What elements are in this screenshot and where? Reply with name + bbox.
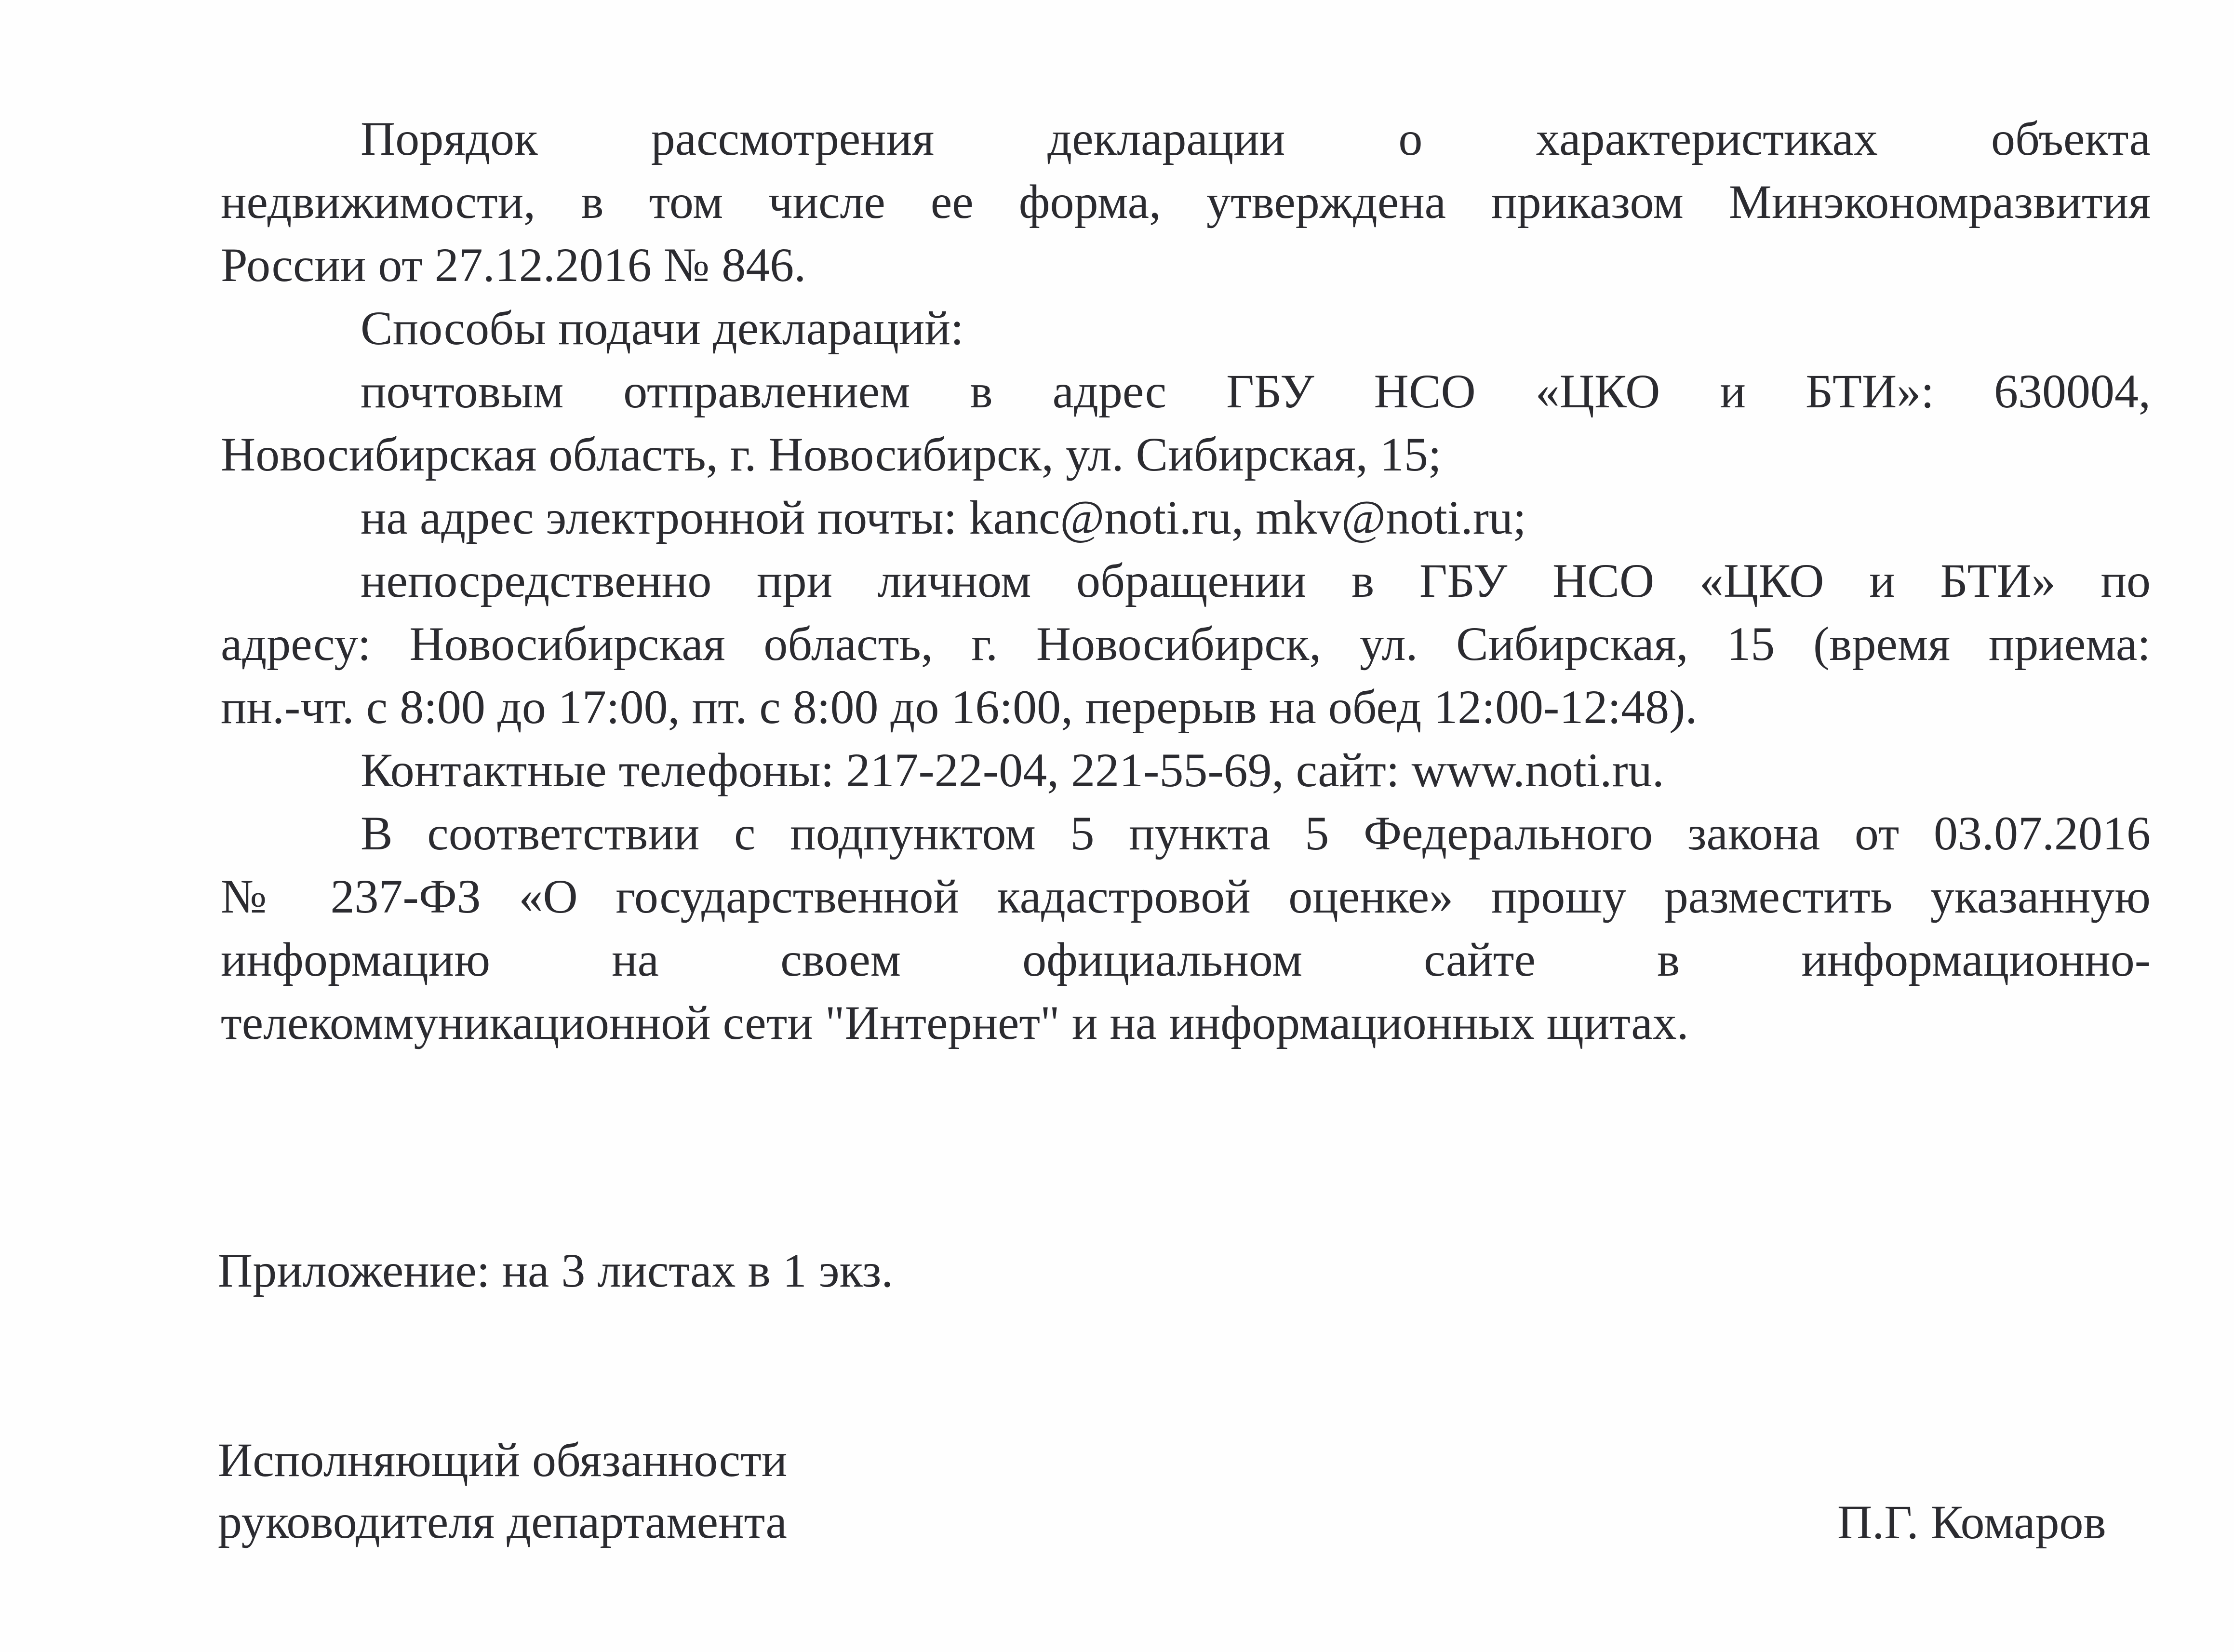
paragraph-line: адресу: Новосибирская область, г. Новосибирск, ул. Сибирская, 15 (время приема: xyxy=(221,617,2151,671)
signatory-title xyxy=(218,1429,787,1553)
paragraph-declaration-procedure xyxy=(221,107,2151,296)
paragraph-line: России от 27.12.2016 № 846. xyxy=(221,238,806,292)
paragraph-line: № 237-ФЗ «О государственной кадастровой оценке» прошу разместить указанную xyxy=(221,870,2151,923)
methods-heading: Способы подачи деклараций: xyxy=(361,301,964,355)
signatory-title-line: руководителя департамента xyxy=(218,1495,787,1548)
paragraph-method-mail xyxy=(221,360,2151,486)
paragraph-line: информацию на своем официальном сайте в информационно- xyxy=(221,933,2151,986)
attachment-note: Приложение: на 3 листах в 1 экз. xyxy=(218,1244,894,1297)
paragraph-line: телекоммуникационной сети "Интернет" и на информационных щитах. xyxy=(221,996,1689,1049)
paragraph-line: Новосибирская область, г. Новосибирск, ул. Сибирская, 15; xyxy=(221,428,1442,481)
paragraph-method-personal xyxy=(221,549,2151,739)
paragraph-line: недвижимости, в том числе ее форма, утверждена приказом Минэкономразвития xyxy=(221,175,2151,228)
paragraph-request xyxy=(221,802,2151,1054)
paragraph-line: В соответствии с подпунктом 5 пункта 5 Федерального закона от 03.07.2016 xyxy=(361,806,2151,860)
paragraph-method-email: на адрес электронной почты: kanc@noti.ru, mkv@noti.ru; xyxy=(361,491,1526,544)
document-body xyxy=(221,107,2151,1054)
paragraph-line: непосредственно при личном обращении в ГБУ НСО «ЦКО и БТИ» по xyxy=(361,554,2151,607)
paragraph-contacts: Контактные телефоны: 217-22-04, 221-55-69, сайт: www.noti.ru. xyxy=(361,743,1664,797)
paragraph-line: почтовым отправлением в адрес ГБУ НСО «ЦКО и БТИ»: 630004, xyxy=(361,364,2151,418)
paragraph-line: пн.-чт. с 8:00 до 17:00, пт. с 8:00 до 16:00, перерыв на обед 12:00-12:48). xyxy=(221,680,1698,734)
signatory-title-line: Исполняющий обязанности xyxy=(218,1433,788,1487)
paragraph-line: Порядок рассмотрения декларации о характеристиках объекта xyxy=(361,112,2151,165)
signatory-name: П.Г. Комаров xyxy=(1837,1495,2106,1549)
